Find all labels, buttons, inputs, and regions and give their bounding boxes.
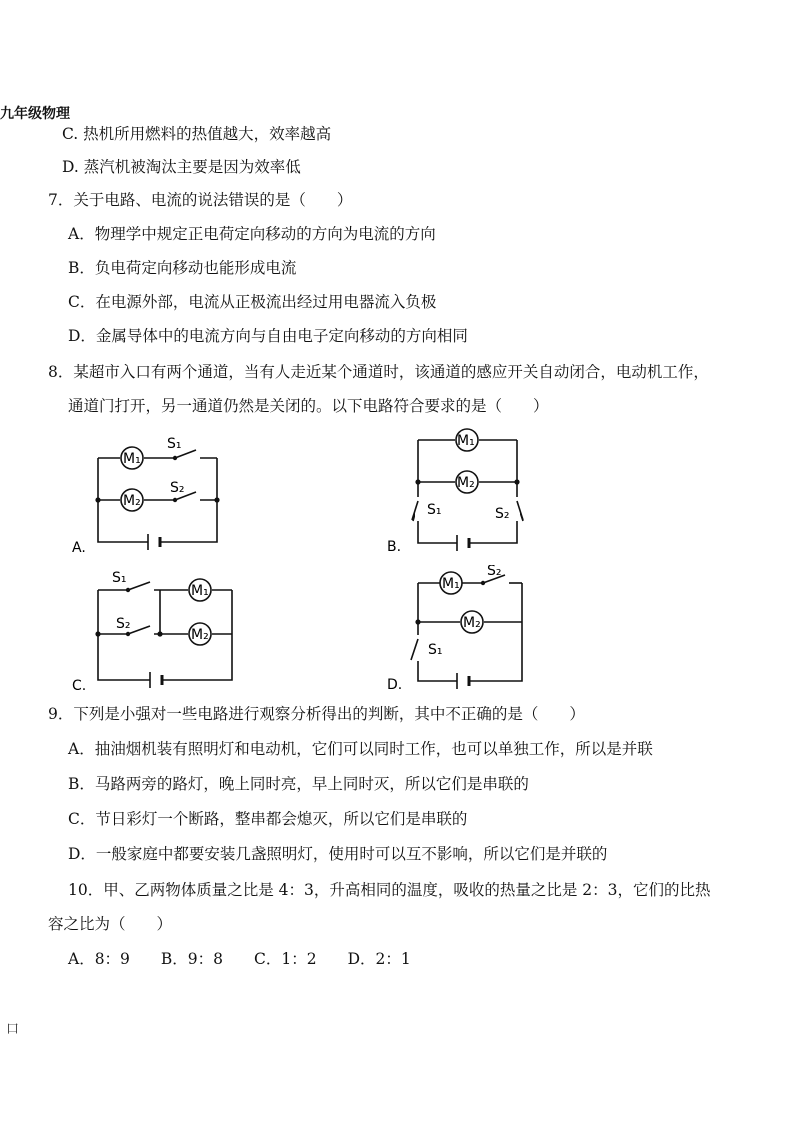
circuit-c-option-label: C. bbox=[72, 678, 87, 694]
circuit-c-label-s2: S₂ bbox=[116, 616, 131, 632]
circuit-a-label-m1: M₁ bbox=[123, 451, 141, 467]
q9-stem: 9．下列是小强对一些电路进行观察分析得出的判断，其中不正确的是（ ） bbox=[48, 705, 585, 723]
footer-mark: 口 bbox=[6, 1022, 20, 1037]
circuit-diagram-d bbox=[385, 565, 545, 700]
q10-options: A．8：9 B．9：8 C．1：2 D．2：1 bbox=[68, 950, 411, 968]
q10-stem-line1: 10．甲、乙两物体质量之比是 4：3，升高相同的温度，吸收的热量之比是 2：3，它们的比热 bbox=[68, 881, 711, 899]
circuit-d-label-m1: M₁ bbox=[442, 576, 460, 592]
q8-stem-line1: 8．某超市入口有两个通道，当有人走近某个通道时，该通道的感应开关自动闭合，电动机工作， bbox=[48, 363, 709, 381]
circuit-c-label-s1: S₁ bbox=[112, 570, 127, 586]
circuit-c-label-m1: M₁ bbox=[191, 583, 209, 599]
q9-option-d: D．一般家庭中都要安装几盏照明灯，使用时可以互不影响，所以它们是并联的 bbox=[68, 845, 608, 863]
circuit-d-option-label: D. bbox=[387, 677, 403, 693]
circuit-diagram-a bbox=[60, 430, 260, 560]
page-header-subject: 九年级物理 bbox=[0, 106, 70, 122]
circuit-diagram-b bbox=[385, 425, 545, 560]
circuit-b-label-s1: S₁ bbox=[427, 502, 442, 518]
q7-option-b: B．负电荷定向移动也能形成电流 bbox=[68, 259, 297, 277]
circuit-a-option-label: A. bbox=[72, 540, 86, 556]
q6-option-c: C. 热机所用燃料的热值越大，效率越高 bbox=[62, 125, 332, 143]
circuit-b-option-label: B. bbox=[387, 539, 402, 555]
q7-option-a: A．物理学中规定正电荷定向移动的方向为电流的方向 bbox=[68, 225, 436, 243]
q9-option-c: C．节日彩灯一个断路，整串都会熄灭，所以它们是串联的 bbox=[68, 810, 468, 828]
circuit-b-label-m2: M₂ bbox=[457, 475, 475, 491]
circuit-b-label-s2: S₂ bbox=[495, 506, 510, 522]
q7-stem: 7．关于电路、电流的说法错误的是（ ） bbox=[48, 191, 353, 209]
circuit-a-label-m2: M₂ bbox=[123, 493, 141, 509]
q7-option-c: C．在电源外部，电流从正极流出经过用电器流入负极 bbox=[68, 293, 437, 311]
q9-option-b: B．马路两旁的路灯，晚上同时亮，早上同时灭，所以它们是串联的 bbox=[68, 775, 529, 793]
circuit-d-label-s1: S₁ bbox=[428, 642, 443, 658]
circuit-a-label-s2: S₂ bbox=[170, 480, 185, 496]
circuit-d-label-s2: S₂ bbox=[487, 565, 502, 579]
q9-option-a: A．抽油烟机装有照明灯和电动机，它们可以同时工作，也可以单独工作，所以是并联 bbox=[68, 740, 653, 758]
q8-stem-line2: 通道门打开，另一通道仍然是关闭的。以下电路符合要求的是（ ） bbox=[68, 397, 549, 415]
circuit-d-label-m2: M₂ bbox=[463, 615, 481, 631]
q7-option-d: D．金属导体中的电流方向与自由电子定向移动的方向相同 bbox=[68, 327, 468, 345]
circuit-b-label-m1: M₁ bbox=[457, 433, 475, 449]
q6-option-d: D. 蒸汽机被淘汰主要是因为效率低 bbox=[62, 158, 301, 176]
circuit-a-label-s1: S₁ bbox=[167, 436, 182, 452]
circuit-c-label-m2: M₂ bbox=[191, 627, 209, 643]
circuit-diagram-c bbox=[60, 568, 260, 698]
q10-stem-line2: 容之比为（ ） bbox=[48, 915, 173, 933]
